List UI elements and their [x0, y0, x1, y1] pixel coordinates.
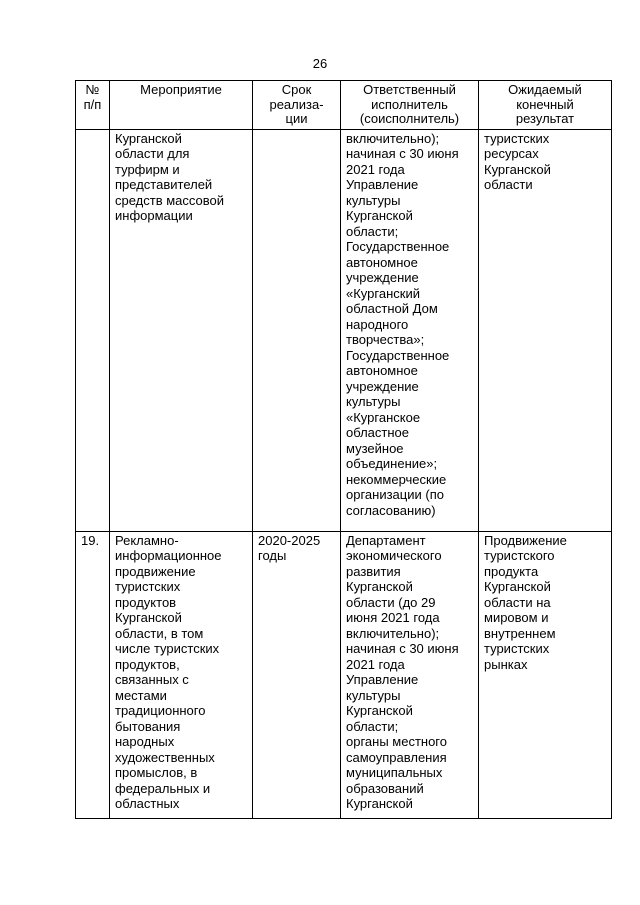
header-responsible: Ответственный исполнитель (соисполнитель)	[341, 81, 479, 130]
row-result-cell: туристских ресурсах Курганской области	[479, 129, 612, 531]
table-header-row	[76, 81, 612, 130]
header-num: № п/п	[76, 81, 110, 130]
header-result: Ожидаемый конечный результат	[479, 81, 612, 130]
row-term-cell	[253, 129, 341, 531]
table-row	[76, 531, 612, 818]
row-responsible-cell: включительно); начиная с 30 июня 2021 года Управление культуры Курганской области; Государственное автономное учреждение «Курганский областной Дом народного творчества»; Государственное автономное учреждение культуры «Курганское областное музейное объединение»; некоммерческие организации (по согласованию)	[341, 129, 479, 531]
row-event-cell: Рекламно- информационное продвижение туристских продуктов Курганской области, в том числе туристских продуктов, связанных с местами традиционного бытования народных художественных промыслов, в федеральных и областных	[110, 531, 253, 818]
row-term-cell: 2020-2025 годы	[253, 531, 341, 818]
header-event: Мероприятие	[110, 81, 253, 130]
row-result-cell: Продвижение туристского продукта Курганской области на мировом и внутреннем туристских рынках	[479, 531, 612, 818]
row-num-cell	[76, 129, 110, 531]
events-table	[75, 80, 612, 819]
header-term: Срок реализа- ции	[253, 81, 341, 130]
row-responsible-cell: Департамент экономического развития Курганской области (до 29 июня 2021 года включительно); начиная с 30 июня 2021 года Управление культуры Курганской области; органы местного самоуправления муниципальных образований Курганской	[341, 531, 479, 818]
table-row	[76, 129, 612, 531]
row-event-cell: Курганской области для турфирм и представителей средств массовой информации	[110, 129, 253, 531]
page-number: 26	[312, 56, 328, 71]
row-num-cell: 19.	[76, 531, 110, 818]
